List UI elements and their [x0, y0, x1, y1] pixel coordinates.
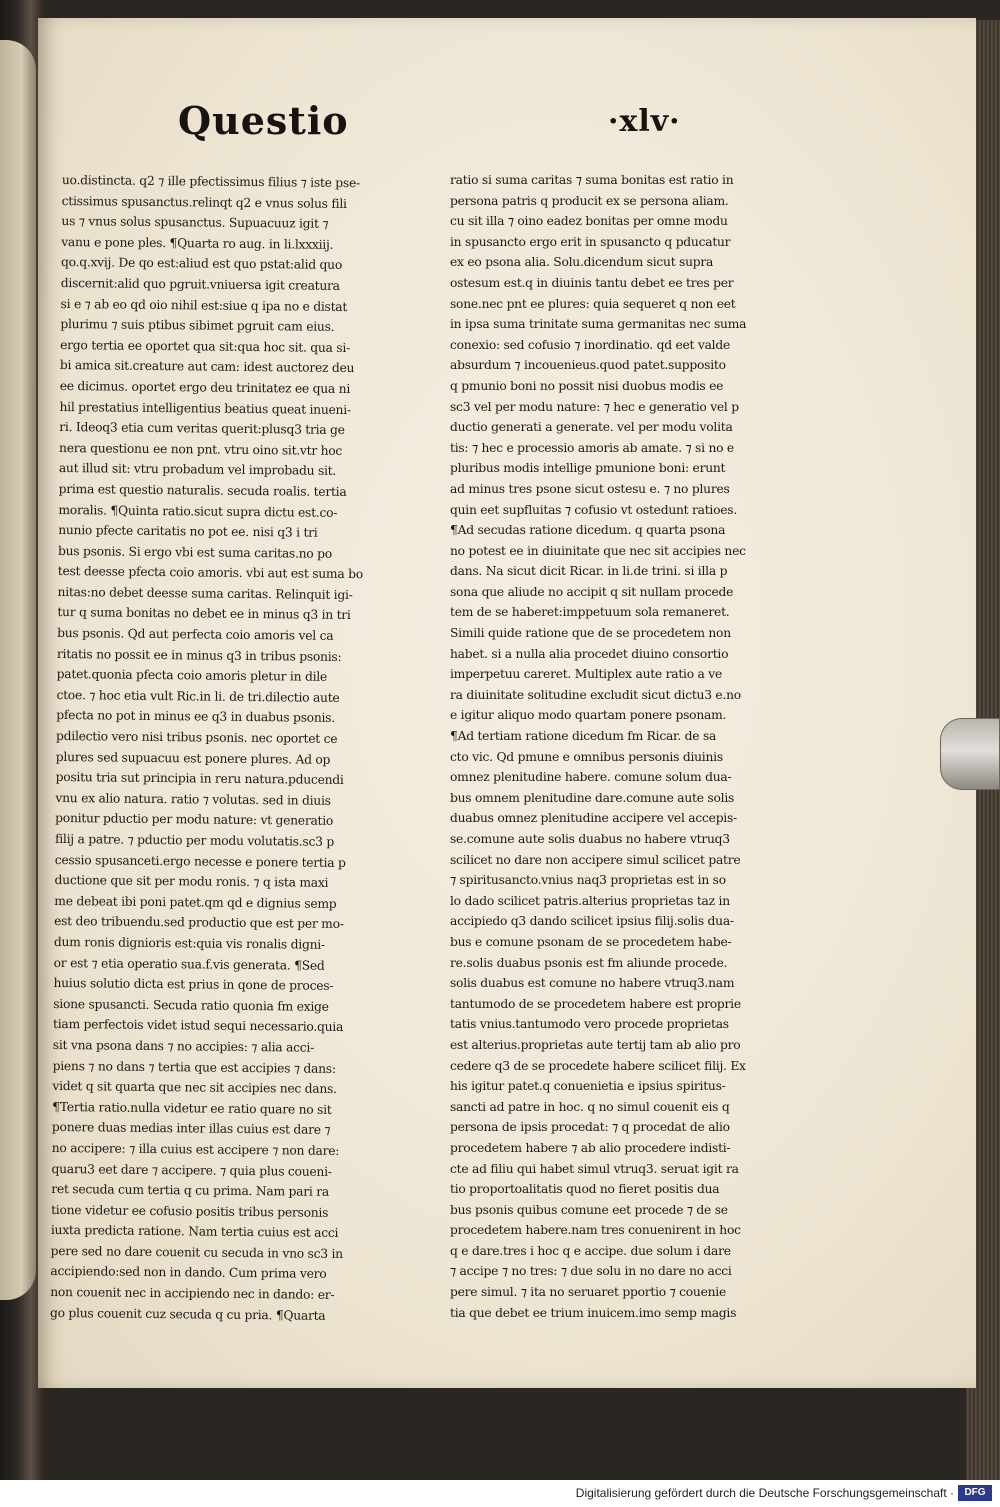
- text-line: piens ⁊ no dans ⁊ tertia que est accipies ⁊ dans:: [52, 1058, 336, 1076]
- text-line: tis: ⁊ hec e processio amoris ab amate. ⁊ si no e: [450, 440, 734, 455]
- text-line: nunio pfecte caritatis no pot ee. nisi q3 i tri: [58, 523, 318, 540]
- text-line: moralis. ¶Quinta ratio.sicut supra dictu est.co-: [58, 502, 338, 520]
- text-line: vnu ex alio natura. ratio ⁊ volutas. sed in diuis: [55, 790, 331, 808]
- text-line: ctissimus spusanctus.relinqt q2 e vnus solus fili: [61, 193, 347, 211]
- text-line: persona patris q producit ex se persona aliam.: [450, 193, 729, 208]
- text-line: imperpetuu careret. Multiplex aute ratio a ve: [450, 667, 722, 682]
- text-line: sone.nec pnt ee plures: quia sequeret q non eet: [450, 296, 736, 311]
- text-line: ergo tertia ee oportet qua sit:qua hoc sit. qua si-: [60, 337, 351, 355]
- text-line: go plus couenit cuz secuda q cu pria. ¶Quarta: [49, 1305, 326, 1323]
- text-line: nitas:no debet deesse suma caritas. Relinquit igi-: [57, 584, 353, 602]
- text-line: pere simul. ⁊ ita no seruaret pportio ⁊ couenie: [450, 1285, 726, 1300]
- text-line: in ipsa suma trinitate suma germanitas nec suma: [450, 317, 747, 332]
- text-line: patet.quonia pfecta coio amoris pletur in dile: [56, 667, 328, 685]
- text-line: est deo tribuendu.sed productio que est per mo-: [54, 914, 344, 932]
- text-line: bus psonis quibus comune eet procede ⁊ de se: [450, 1202, 728, 1217]
- text-line: ctoe. ⁊ hoc etia vult Ric.in li. de tri.dilectio aute: [56, 687, 340, 705]
- text-line: tia que debet ee trium inuicem.imo semp magis: [450, 1305, 737, 1320]
- text-line: no accipere: ⁊ illa cuius est accipere ⁊ non dare:: [51, 1140, 340, 1158]
- text-line: bus psonis. Si ergo vbi est suma caritas.no po: [57, 543, 333, 561]
- text-line: cedere q3 de se procedete habere scilicet filij. Ex: [450, 1058, 746, 1073]
- text-line: procedetem habere ⁊ ab alio procedere indisti-: [450, 1140, 731, 1155]
- text-line: est alterius.proprietas aute tertij tam ab alio pro: [450, 1037, 741, 1052]
- text-line: pdilectio vero nisi tribus psonis. nec oportet ce: [55, 729, 338, 746]
- footer-bar: [0, 1480, 1000, 1507]
- text-line: tur q suma bonitas no debet ee in minus q3 in tri: [57, 605, 351, 623]
- text-line: q pmunio boni no possit nisi duobus modis ee: [450, 378, 724, 393]
- text-line: cu sit illa ⁊ oino eadez bonitas per omne modu: [450, 214, 728, 229]
- text-line: cessio spusanceti.ergo necesse e ponere tertia p: [54, 852, 346, 870]
- text-line: ¶Ad tertiam ratione dicedum fm Ricar. de sa: [450, 729, 717, 744]
- text-line: vanu e pone ples. ¶Quarta ro aug. in li.lxxxiij.: [61, 234, 334, 252]
- text-line: positu tria sut principia in reru natura.pducendi: [55, 770, 344, 788]
- text-line: discernit:alid quo pgruit.vniuersa igit creatura: [60, 275, 340, 293]
- text-line: absurdum ⁊ incouenieus.quod patet.supposito: [450, 358, 726, 373]
- text-line: ductione que sit per modu ronis. ⁊ q ista maxi: [54, 873, 329, 891]
- text-line: lo dado scilicet patris.alterius proprietas taz in: [450, 893, 730, 908]
- text-line: bus e comune psonam de se procedetem habe-: [450, 934, 732, 949]
- text-line: accipiendo:sed non in dando. Cum prima vero: [50, 1264, 327, 1282]
- text-line: ad minus tres psone sicut ostesu e. ⁊ no plures: [450, 481, 730, 496]
- text-line: dans. Na sicut dicit Ricar. in li.de trini. si illa p: [450, 564, 728, 579]
- text-line: tio proportoalitatis quod no fieret positis dua: [450, 1182, 720, 1197]
- text-line: filij a patre. ⁊ pductio per modu volutatis.sc3 p: [54, 831, 335, 849]
- text-line: me debeat ibi poni patet.qm qd e dignius semp: [54, 893, 337, 911]
- text-line: duabus omnez plenitudine accipere vel accepis-: [450, 811, 737, 826]
- text-line: ¶Ad secudas ratione dicedum. q quarta psona: [450, 523, 726, 538]
- text-line: non couenit nec in accipiendo nec in dando: er-: [50, 1285, 335, 1302]
- text-line: tatis vnius.tantumodo vero procede proprietas: [450, 1017, 729, 1032]
- text-line: conexio: sed cofusio ⁊ inordinatio. qd eet valde: [450, 337, 731, 352]
- book-clasp: [940, 718, 1000, 790]
- text-line: accipiedo q3 dando scilicet ipsius filij.solis dua-: [450, 914, 734, 929]
- text-line: hil prestatius intelligentius beatius queat inueni-: [59, 399, 351, 417]
- text-line: nera questionu ee non pnt. vtru oino sit.vtr hoc: [59, 440, 343, 458]
- text-line: ra diuinitate solitudine excludit sicut dictu3 e.no: [450, 687, 741, 702]
- text-line: ee dicimus. oportet ergo deu trinitatez ee qua ni: [59, 378, 351, 396]
- text-line: ⁊ accipe ⁊ no tres: ⁊ due solu in no dare no acci: [450, 1264, 732, 1279]
- text-line: prima est questio naturalis. secuda roalis. tertia: [58, 481, 347, 499]
- text-line: sit vna psona dans ⁊ no accipies: ⁊ alia acci-: [52, 1037, 315, 1055]
- text-line: cte ad filiu qui habet simul vtruq3. seruat igit ra: [450, 1161, 739, 1176]
- text-line: ostesum est.q in diuinis tantu debet ee tres per: [450, 275, 734, 290]
- text-line: solis duabus est comune no habere vtruq3.nam: [450, 976, 735, 991]
- text-line: sona que aliude no accipit q sit nullam procede: [450, 584, 734, 599]
- text-line: ponere duas medias inter illas cuius est dare ⁊: [51, 1120, 331, 1138]
- folio-number: ·xlv·: [608, 104, 681, 139]
- text-line: pere sed no dare couenit cu secuda in vno sc3 in: [50, 1243, 343, 1261]
- text-line: ductio generati a generate. vel per modu volita: [450, 420, 733, 435]
- text-line: in spusancto ergo erit in spusancto q pducatur: [450, 234, 731, 249]
- text-line: tantumodo de se procedetem habere est proprie: [450, 996, 741, 1011]
- text-line: bus omnem plenitudine dare.comune aute solis: [450, 790, 735, 805]
- text-line: ex eo psona alia. Solu.dicendum sicut supra: [450, 255, 714, 270]
- running-title: Questio: [178, 98, 349, 143]
- text-line: Simili quide ratione que de se procedetem non: [450, 626, 731, 641]
- text-line: huius solutio dicta est prius in qone de proces-: [53, 976, 334, 994]
- text-line: sione spusancti. Secuda ratio quonia fm exige: [53, 996, 329, 1014]
- text-line: sancti ad patre in hoc. q no simul couenit eis q: [450, 1099, 730, 1114]
- text-line: tione videtur ee cofusio positis tribus personis: [51, 1202, 329, 1220]
- funding-credit: Digitalisierung gefördert durch die Deutsche Forschungsgemeinschaft ·: [575, 1486, 954, 1500]
- text-line: iuxta predicta ratione. Nam tertia cuius est acci: [50, 1223, 339, 1241]
- book-page: [38, 18, 976, 1388]
- text-line: his igitur patet.q conuenietia e ipsius spiritus-: [450, 1079, 726, 1094]
- text-line: pfecta no pot in minus ee q3 in duabus psonis.: [56, 708, 336, 726]
- text-line: si e ⁊ ab eo qd oio nihil est:siue q ipa no e distat: [60, 296, 348, 314]
- text-line: dum ronis dignioris est:quia vis ronalis digni-: [53, 934, 325, 952]
- left-text-column: [50, 170, 422, 1327]
- text-line: plurimu ⁊ suis ptibus sibimet pgruit cam eius.: [60, 317, 335, 335]
- text-line: tem de se haberet:imppetuum sola remaneret.: [450, 605, 730, 620]
- text-line: videt q sit quarta que nec sit accipies nec dans.: [52, 1079, 337, 1097]
- text-line: plures sed supuacuu est ponere plures. Ad op: [55, 749, 331, 767]
- text-line: qo.q.xvij. De qo est:aliud est quo pstat:alid quo: [60, 255, 343, 273]
- text-line: se.comune aute solis duabus no habere vtruq3: [450, 832, 730, 846]
- text-line: no potest ee in diuinitate que nec sit accipies nec: [450, 543, 746, 558]
- text-line: persona de ipsis procedat: ⁊ q procedat de alio: [450, 1120, 730, 1135]
- text-line: or est ⁊ etia operatio sua.f.vis generata. ¶Sed: [53, 955, 325, 973]
- right-text-column: [450, 170, 816, 1323]
- text-line: ritatis no possit ee in minus q3 in tribus psonis:: [56, 646, 342, 664]
- text-line: uo.distincta. q2 ⁊ ille pfectissimus filius ⁊ iste pse-: [61, 172, 361, 191]
- text-line: ri. Ideoq3 etia cum veritas querit:plusq3 tria ge: [59, 420, 345, 438]
- text-line: us ⁊ vnus solus spusanctus. Supuacuuz igit ⁊: [61, 214, 329, 231]
- text-line: pluribus modis intellige pmunione boni: erunt: [450, 461, 726, 476]
- running-head: [178, 98, 758, 158]
- text-line: omnez plenitudine habere. comune solum dua-: [450, 770, 732, 785]
- text-line: q e dare.tres i hoc q e accipe. due solum i dare: [450, 1243, 731, 1258]
- text-line: e igitur aliquo modo quartam ponere psonam.: [450, 708, 727, 723]
- text-line: cto vic. Qd pmune e omnibus personis diuinis: [450, 749, 723, 764]
- text-line: ¶Tertia ratio.nulla videtur ee ratio quare no sit: [52, 1099, 332, 1117]
- curled-page: [0, 40, 36, 1300]
- dfg-logo: DFG: [958, 1485, 992, 1501]
- text-line: scilicet no dare non accipere simul scilicet patre: [450, 852, 741, 867]
- text-line: quaru3 eet dare ⁊ accipere. ⁊ quia plus coueni-: [51, 1161, 332, 1179]
- text-line: ponitur pductio per modu nature: vt generatio: [55, 811, 334, 829]
- text-line: sc3 vel per modu nature: ⁊ hec e generatio vel p: [450, 399, 739, 414]
- text-line: ret secuda cum tertia q cu prima. Nam pari ra: [51, 1182, 330, 1199]
- text-line: ratio si suma caritas ⁊ suma bonitas est ratio in: [450, 173, 734, 187]
- text-line: test deesse pfecta coio amoris. vbi aut est suma bo: [57, 564, 363, 582]
- text-line: tiam perfectois videt istud sequi necessario.quia: [52, 1017, 344, 1035]
- text-line: bi amica sit.creature aut cam: idest auctorez deu: [59, 358, 355, 376]
- text-line: procedetem habere.nam tres conuenirent in hoc: [450, 1223, 741, 1238]
- text-line: aut illud sit: vtru probadum vel improbadu sit.: [58, 461, 337, 479]
- text-line: ⁊ spiritusancto.vnius naq3 proprietas est in so: [450, 873, 726, 888]
- text-line: re.solis duabus psonis est fm aliunde procede.: [450, 955, 728, 970]
- text-line: habet. si a nulla alia procedet diuino consortio: [450, 646, 729, 661]
- text-line: quin eet supfluitas ⁊ cofusio vt ostedunt ratioes.: [450, 502, 738, 517]
- text-line: bus psonis. Qd aut perfecta coio amoris vel ca: [57, 626, 334, 643]
